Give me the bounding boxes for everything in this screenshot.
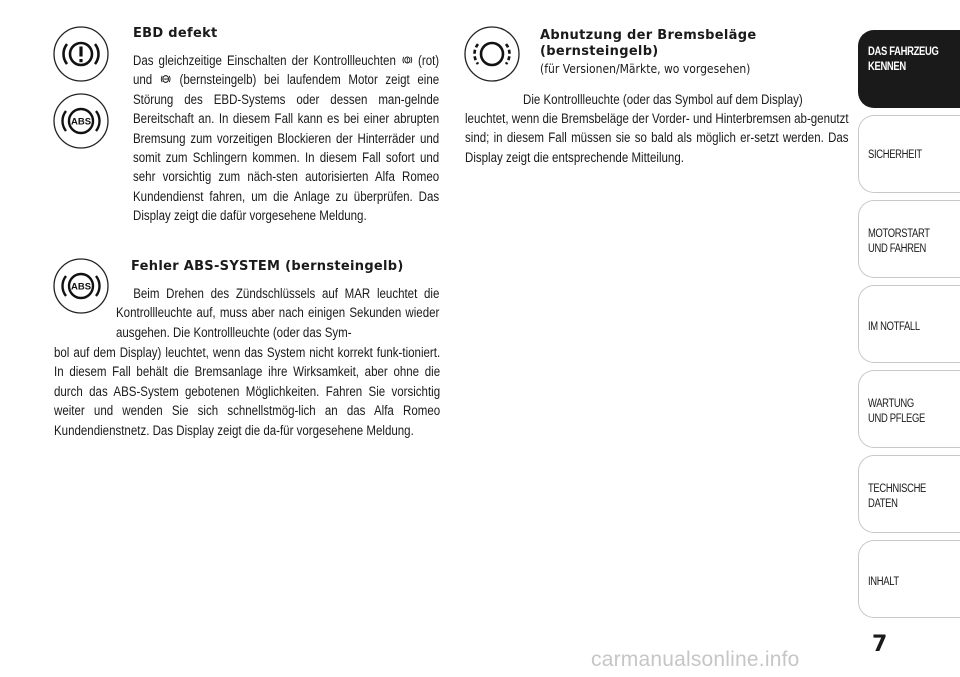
abs-section bbox=[131, 259, 441, 275]
ebd-text-b: (rot) und bbox=[133, 53, 440, 88]
tab-inhalt[interactable] bbox=[858, 540, 960, 618]
tab-label-line2: KENNEN bbox=[868, 61, 906, 73]
svg-text:ABS: ABS bbox=[70, 281, 92, 293]
watermark: carmanualsonline.info bbox=[591, 648, 800, 671]
tab-label-line2: UND FAHREN bbox=[868, 243, 927, 255]
tab-im-notfall[interactable] bbox=[858, 285, 960, 363]
abs-icon bbox=[52, 257, 110, 315]
ebd-text-a: Das gleichzeitige Einschalten der Kontrollleuchten bbox=[133, 53, 396, 68]
pads-section bbox=[540, 28, 840, 78]
pads-title-line1: Abnutzung der Bremsbeläge bbox=[540, 28, 757, 43]
ebd-text-c: (bernsteingelb) bei laufendem Motor zeigt eine Störung des EBD-Systems oder dessen man-gelnde Bereitschaft an. In diesem Fall kann es bei einer abrupten Bremsung zum vorzeitigen Blockieren der Hinterräder und somit zum Schlingern kommen. In diesem Fall sofort und sehr vorsichtig zum näch-sten autorisierten Alfa Romeo Kundendienst fahren, um die Anlage zu überprüfen. Das Display zeigt die dafür vorgesehene Meldung. bbox=[133, 72, 440, 224]
abs-inline-icon bbox=[160, 72, 172, 86]
brake-pad-wear-icon bbox=[463, 25, 521, 83]
abs-title: Fehler ABS-SYSTEM (bernsteingelb) bbox=[131, 259, 404, 274]
ebd-section bbox=[133, 26, 439, 226]
tab-label-line1: MOTORSTART bbox=[868, 228, 930, 240]
tab-wartung-und-pflege[interactable] bbox=[858, 370, 960, 448]
ebd-title: EBD defekt bbox=[133, 26, 218, 41]
abs-icon bbox=[52, 92, 110, 150]
pads-paragraph: leuchtet, wenn die Bremsbeläge der Vorder- und Hinterbremsen ab-genutzt sind; in diesem Fall müssen sie so bald als möglich er-setzt werden. Das Display zeigt die entsprechende Mitteilung. bbox=[465, 111, 849, 165]
tab-label-line1: TECHNISCHE bbox=[868, 483, 927, 495]
tab-label-line1: INHALT bbox=[868, 576, 899, 588]
tab-label-line2: UND PFLEGE bbox=[868, 413, 925, 425]
brake-warning-icon bbox=[52, 25, 110, 83]
pads-title-line2: (bernsteingelb) bbox=[540, 44, 659, 59]
tab-motorstart-und-fahren[interactable] bbox=[858, 200, 960, 278]
tab-label-line2: DATEN bbox=[868, 498, 898, 510]
pads-subtitle: (für Versionen/Märkte, wo vorgesehen) bbox=[540, 62, 751, 76]
page-number: 7 bbox=[872, 632, 888, 657]
tab-label-line1: DAS FAHRZEUG bbox=[868, 46, 939, 58]
tab-technische-daten[interactable] bbox=[858, 455, 960, 533]
tab-label-line1: SICHERHEIT bbox=[868, 149, 922, 161]
ebd-paragraph bbox=[133, 51, 439, 226]
tab-sicherheit[interactable] bbox=[858, 115, 960, 193]
tab-label-line1: WARTUNG bbox=[868, 398, 914, 410]
svg-text:ABS: ABS bbox=[163, 77, 169, 82]
svg-text:ABS: ABS bbox=[70, 116, 92, 128]
abs-paragraph-indented: Beim Drehen des Zündschlüssels auf MAR leuchtet die Kontrollleuchte auf, muss aber nach einigen Sekunden wieder ausgehen. Die Kontrollleuchte (oder das Sym- bbox=[116, 286, 440, 340]
abs-paragraph: bol auf dem Display) leuchtet, wenn das System nicht korrekt funk-tioniert. In diesem Fall behält die Bremsanlage ihre Wirksamkeit, aber ohne die durch das ABS-System gebotenen Möglichkeiten. Fahren Sie vorsichtig weiter und wenden Sie sich schnellstmög-lich an das Alfa Romeo Kundendienstnetz. Das Display zeigt die da-für vorgesehene Meldung. bbox=[54, 345, 441, 438]
tab-label-line1: IM NOTFALL bbox=[868, 321, 920, 333]
tab-das-fahrzeug-kennen[interactable] bbox=[858, 30, 960, 108]
pads-paragraph-indented: Die Kontrollleuchte (oder das Symbol auf dem Display) bbox=[523, 92, 803, 107]
brake-warning-inline-icon bbox=[401, 53, 413, 67]
